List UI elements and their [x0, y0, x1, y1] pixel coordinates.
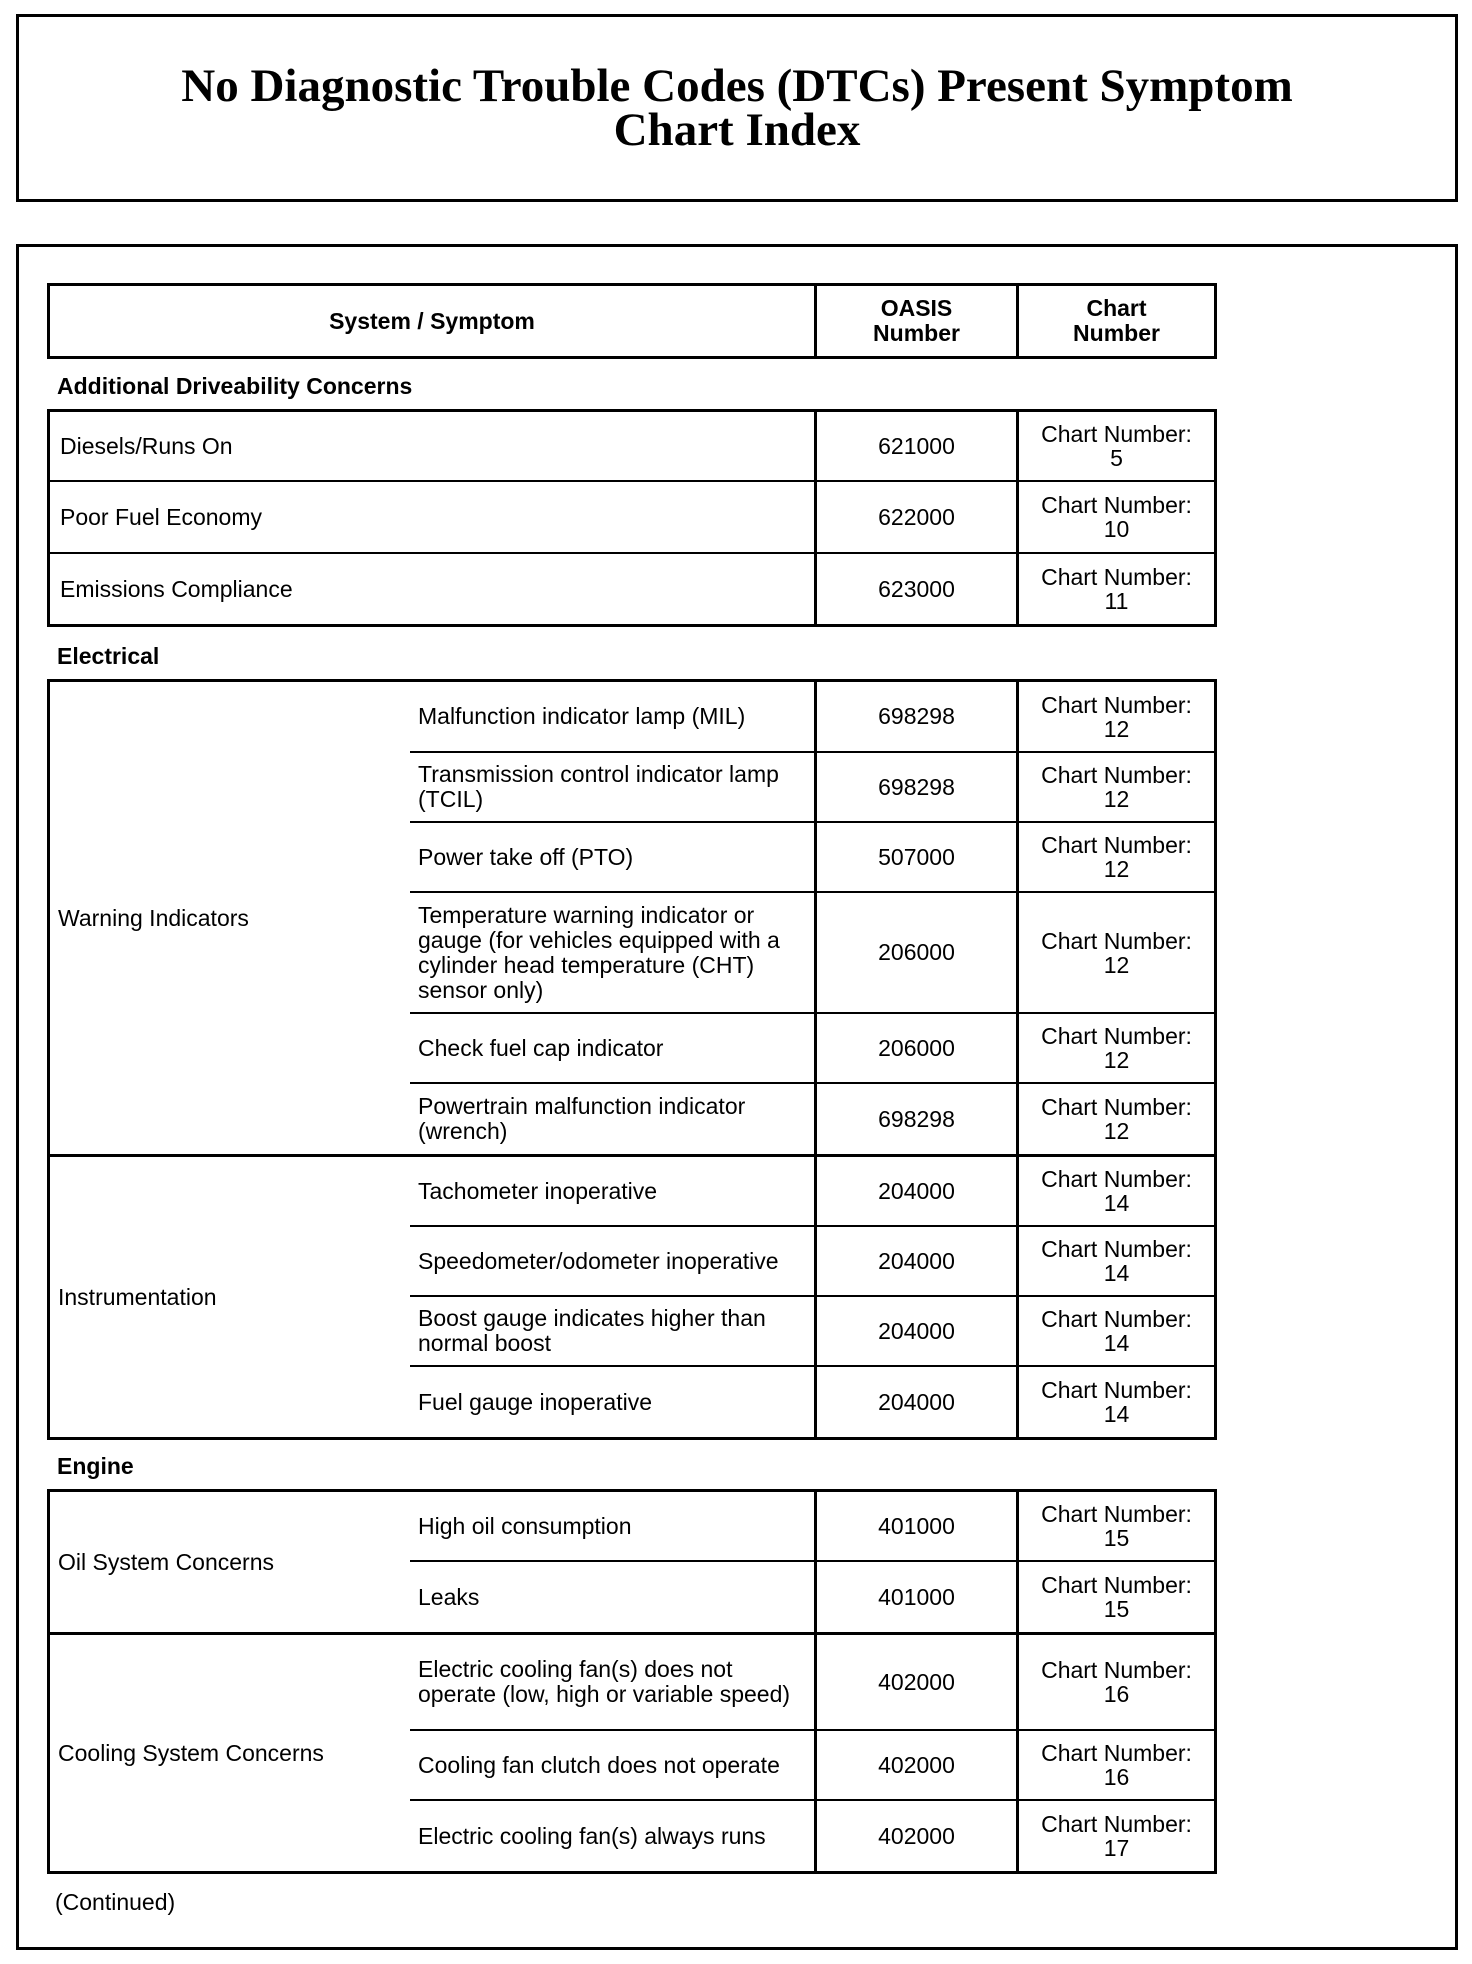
chart-cell: Chart Number: 17 — [1016, 1801, 1214, 1871]
symptom-cell: Tachometer inoperative — [418, 1177, 658, 1204]
chart-cell: Chart Number: 12 — [1016, 753, 1214, 821]
header-chart-number: Chart Number — [1016, 286, 1214, 356]
oasis-cell: 204000 — [814, 1157, 1016, 1225]
table-row — [410, 682, 1214, 753]
section-title-engine: Engine — [57, 1453, 134, 1479]
table-row — [410, 1157, 1214, 1227]
table-row — [410, 1084, 1214, 1154]
table-row — [410, 1801, 1214, 1871]
group-label: Oil System Concerns — [58, 1548, 275, 1575]
oasis-cell: 402000 — [814, 1731, 1016, 1799]
oasis-cell: 698298 — [814, 753, 1016, 821]
page-title-line-1: No Diagnostic Trouble Codes (DTCs) Present Symptom — [181, 60, 1293, 112]
table-row — [410, 753, 1214, 823]
symptom-cell: Emissions Compliance — [60, 575, 293, 602]
table-row — [410, 1492, 1214, 1562]
section-title-electrical: Electrical — [57, 643, 160, 669]
chart-cell: Chart Number: 12 — [1016, 1084, 1214, 1154]
symptom-cell: Leaks — [418, 1583, 480, 1610]
oasis-cell: 622000 — [814, 482, 1016, 552]
chart-cell: Chart Number: 14 — [1016, 1367, 1214, 1437]
oasis-cell: 206000 — [814, 1014, 1016, 1082]
table-row — [410, 1227, 1214, 1297]
page-title-line-2: Chart Index — [613, 104, 861, 156]
chart-cell: Chart Number: 14 — [1016, 1297, 1214, 1365]
oasis-cell: 206000 — [814, 893, 1016, 1012]
oasis-cell: 698298 — [814, 1084, 1016, 1154]
engine-table — [47, 1489, 1217, 1874]
chart-cell: Chart Number: 12 — [1016, 1014, 1214, 1082]
chart-cell: Chart Number: 12 — [1016, 823, 1214, 891]
symptom-cell: Check fuel cap indicator — [418, 1034, 664, 1061]
electrical-table — [47, 679, 1217, 1440]
oasis-cell: 204000 — [814, 1227, 1016, 1295]
symptom-cell: Cooling fan clutch does not operate — [418, 1751, 780, 1778]
section-title-driveability: Additional Driveability Concerns — [57, 373, 413, 399]
symptom-cell: Electric cooling fan(s) does not operate (low, high or variable speed) — [418, 1656, 791, 1707]
chart-cell: Chart Number: 10 — [1016, 482, 1214, 552]
continued-note: (Continued) — [55, 1889, 176, 1915]
symptom-cell: Poor Fuel Economy — [60, 503, 262, 530]
driveability-table — [47, 409, 1217, 627]
table-row — [410, 1014, 1214, 1084]
table-row — [410, 1297, 1214, 1367]
header-oasis-number: OASIS Number — [814, 286, 1016, 356]
chart-cell: Chart Number: 12 — [1016, 893, 1214, 1012]
table-row — [47, 482, 1217, 554]
table-header — [47, 283, 1217, 359]
chart-cell: Chart Number: 11 — [1016, 554, 1214, 624]
chart-cell: Chart Number: 15 — [1016, 1492, 1214, 1560]
oasis-cell: 621000 — [814, 412, 1016, 480]
oasis-cell: 204000 — [814, 1367, 1016, 1437]
chart-cell: Chart Number: 14 — [1016, 1227, 1214, 1295]
table-row — [410, 893, 1214, 1014]
symptom-cell: Powertrain malfunction indicator (wrench) — [418, 1093, 746, 1144]
oasis-cell: 623000 — [814, 554, 1016, 624]
table-row — [47, 409, 1217, 482]
oasis-cell: 401000 — [814, 1562, 1016, 1632]
header-system-symptom: System / Symptom — [329, 307, 535, 334]
table-row — [410, 1731, 1214, 1801]
group-cooling-system — [47, 1635, 1217, 1874]
chart-cell: Chart Number: 16 — [1016, 1635, 1214, 1729]
group-oil-system — [47, 1489, 1217, 1635]
symptom-cell: Diesels/Runs On — [60, 432, 233, 459]
group-label: Warning Indicators — [58, 904, 249, 931]
symptom-cell: Boost gauge indicates higher than normal boost — [418, 1305, 766, 1356]
symptom-cell: Transmission control indicator lamp (TCIL) — [418, 761, 779, 812]
symptom-cell: Fuel gauge inoperative — [418, 1388, 652, 1415]
oasis-cell: 401000 — [814, 1492, 1016, 1560]
main-content-box — [16, 244, 1458, 1950]
table-row — [410, 823, 1214, 893]
chart-cell: Chart Number: 14 — [1016, 1157, 1214, 1225]
oasis-cell: 204000 — [814, 1297, 1016, 1365]
symptom-cell: Malfunction indicator lamp (MIL) — [418, 703, 746, 729]
table-row — [410, 1635, 1214, 1731]
oasis-cell: 402000 — [814, 1635, 1016, 1729]
symptom-cell: Speedometer/odometer inoperative — [418, 1247, 779, 1274]
chart-cell: Chart Number: 15 — [1016, 1562, 1214, 1632]
chart-cell: Chart Number: 5 — [1016, 412, 1214, 480]
symptom-cell: Electric cooling fan(s) always runs — [418, 1822, 766, 1849]
group-instrumentation — [47, 1157, 1217, 1440]
title-box — [16, 14, 1458, 202]
group-label: Instrumentation — [58, 1283, 217, 1310]
table-row — [410, 1367, 1214, 1437]
symptom-cell: Temperature warning indicator or gauge (for vehicles equipped with a cylinder head temperature (CHT) sensor only) — [418, 901, 780, 1003]
oasis-cell: 402000 — [814, 1801, 1016, 1871]
table-row — [47, 554, 1217, 627]
chart-cell: Chart Number: 12 — [1016, 682, 1214, 751]
group-label: Cooling System Concerns — [58, 1739, 324, 1766]
symptom-cell: Power take off (PTO) — [418, 843, 634, 870]
oasis-cell: 698298 — [814, 682, 1016, 751]
table-row — [410, 1562, 1214, 1632]
group-warning-indicators — [47, 679, 1217, 1157]
oasis-cell: 507000 — [814, 823, 1016, 891]
symptom-cell: High oil consumption — [418, 1512, 632, 1539]
chart-cell: Chart Number: 16 — [1016, 1731, 1214, 1799]
